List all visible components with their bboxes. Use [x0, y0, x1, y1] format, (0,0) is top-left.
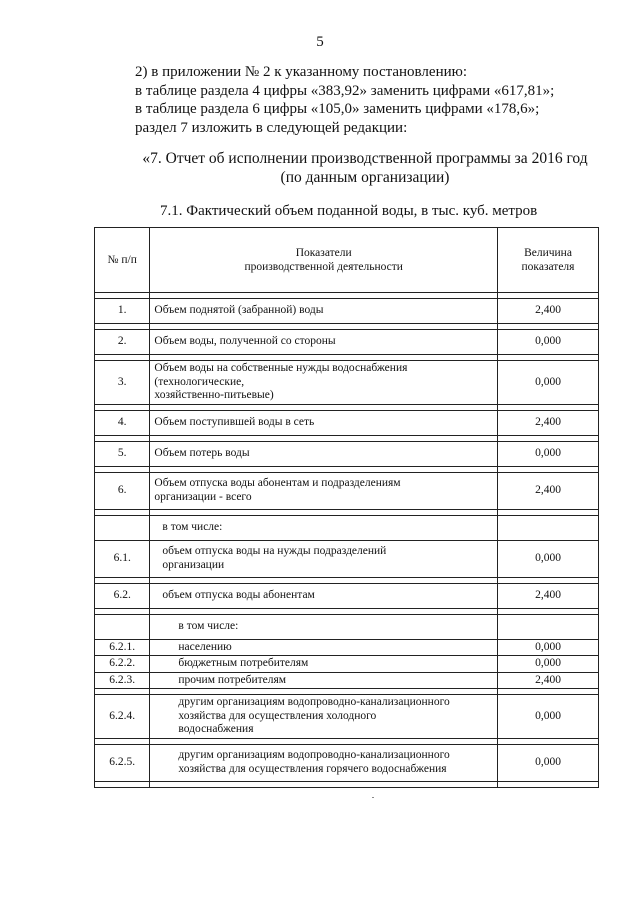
table-row — [95, 639, 599, 656]
row-name: объем отпуска воды абонентам — [150, 583, 498, 608]
row-num: 4. — [95, 410, 150, 435]
header-indicator-line2: производственной деятельности — [244, 261, 403, 273]
row-num: 3. — [95, 361, 150, 405]
amendment-line: в таблице раздела 6 цифры «105,0» заменить цифрами «178,6»; — [135, 101, 540, 117]
section-title-line2: (по данным организации) — [280, 169, 450, 186]
amendment-line: раздел 7 изложить в следующей редакции: — [135, 119, 408, 136]
row-value: 0,000 — [498, 361, 599, 405]
amendment-line: 2) в приложении № 2 к указанному постановлению: — [135, 64, 467, 80]
row-value: 0,000 — [498, 744, 599, 781]
row-value — [498, 515, 599, 540]
row-value: 0,000 — [498, 656, 599, 673]
table-row — [95, 299, 599, 324]
row-num — [95, 614, 150, 639]
row-name-line: Объем воды на собственные нужды водоснабжения — [154, 362, 408, 374]
row-name — [150, 361, 498, 405]
header-value — [498, 228, 599, 293]
row-name: Объем потерь воды — [150, 441, 498, 466]
table-row — [95, 695, 599, 739]
row-value: 0,000 — [498, 330, 599, 355]
row-value — [498, 614, 599, 639]
row-num — [95, 515, 150, 540]
table-row — [95, 583, 599, 608]
row-name-line: хозяйства для осуществления горячего водоснабжения — [178, 762, 447, 775]
header-indicator — [150, 228, 498, 293]
row-name-line: другим организациям водопроводно-канализационного — [178, 696, 450, 708]
row-num: 6.1. — [95, 540, 150, 577]
row-name: в том числе: — [150, 515, 498, 540]
page-number: 5 — [316, 34, 324, 50]
table-row — [95, 672, 599, 689]
row-name — [150, 695, 498, 739]
row-value: 2,400 — [498, 410, 599, 435]
row-num: 6.2. — [95, 583, 150, 608]
row-name — [150, 744, 498, 781]
row-name-line: организации - всего — [154, 490, 252, 503]
row-value: 0,000 — [498, 441, 599, 466]
section-title — [130, 149, 600, 187]
amendment-text — [135, 63, 615, 137]
row-name-line: другим организациям водопроводно-канализационного — [178, 749, 450, 761]
row-value: 2,400 — [498, 299, 599, 324]
row-value: 0,000 — [498, 639, 599, 656]
table-row — [95, 614, 599, 639]
row-name: населению — [150, 639, 498, 656]
row-num: 2. — [95, 330, 150, 355]
amendment-line: в таблице раздела 4 цифры «383,92» заменить цифрами «617,81»; — [135, 82, 555, 99]
row-name-line: хозяйства для осуществления холодного — [178, 709, 377, 722]
table-row — [95, 361, 599, 405]
row-name-line: (технологические, — [154, 375, 245, 388]
row-name-line: организации — [162, 558, 225, 571]
row-num: 1. — [95, 299, 150, 324]
row-value: 0,000 — [498, 540, 599, 577]
row-value: 0,000 — [498, 695, 599, 739]
header-num: № п/п — [95, 228, 150, 293]
row-value: 2,400 — [498, 583, 599, 608]
row-name — [150, 540, 498, 577]
row-num: 5. — [95, 441, 150, 466]
table-header-row — [95, 228, 599, 293]
row-num: 6.2.4. — [95, 695, 150, 739]
table-row — [95, 515, 599, 540]
row-name: прочим потребителям — [150, 672, 498, 689]
row-name-line: Объем отпуска воды абонентам и подразделениям — [154, 477, 401, 489]
row-name: бюджетным потребителям — [150, 656, 498, 673]
header-indicator-line1: Показатели — [295, 247, 352, 259]
row-name: Объем воды, полученной со стороны — [150, 330, 498, 355]
row-name: Объем поднятой (забранной) воды — [150, 299, 498, 324]
row-value: 2,400 — [498, 472, 599, 509]
table-row — [95, 656, 599, 673]
table-row — [95, 472, 599, 509]
water-volume-table — [94, 227, 599, 788]
table-row — [95, 744, 599, 781]
section-title-line1: «7. Отчет об исполнении производственной программы за 2016 год — [142, 150, 588, 167]
row-name: Объем поступившей воды в сеть — [150, 410, 498, 435]
row-num: 6.2.1. — [95, 639, 150, 656]
spacer-row — [95, 781, 599, 787]
row-name-line: водоснабжения — [178, 723, 254, 735]
header-value-line1: Величина — [524, 247, 572, 259]
row-num: 6. — [95, 472, 150, 509]
header-value-line2: показателя — [521, 261, 575, 273]
row-value: 2,400 — [498, 672, 599, 689]
row-name: в том числе: — [150, 614, 498, 639]
table-row — [95, 540, 599, 577]
subsection-title: 7.1. Фактический объем поданной воды, в тыс. куб. метров — [160, 203, 538, 219]
row-num: 6.2.2. — [95, 656, 150, 673]
scan-speck — [372, 797, 374, 798]
table-row — [95, 330, 599, 355]
row-name — [150, 472, 498, 509]
table-row — [95, 410, 599, 435]
row-num: 6.2.5. — [95, 744, 150, 781]
row-name-line: хозяйственно-питьевые) — [154, 389, 274, 401]
row-num: 6.2.3. — [95, 672, 150, 689]
row-name-line: объем отпуска воды на нужды подразделений — [162, 545, 387, 557]
table-row — [95, 441, 599, 466]
